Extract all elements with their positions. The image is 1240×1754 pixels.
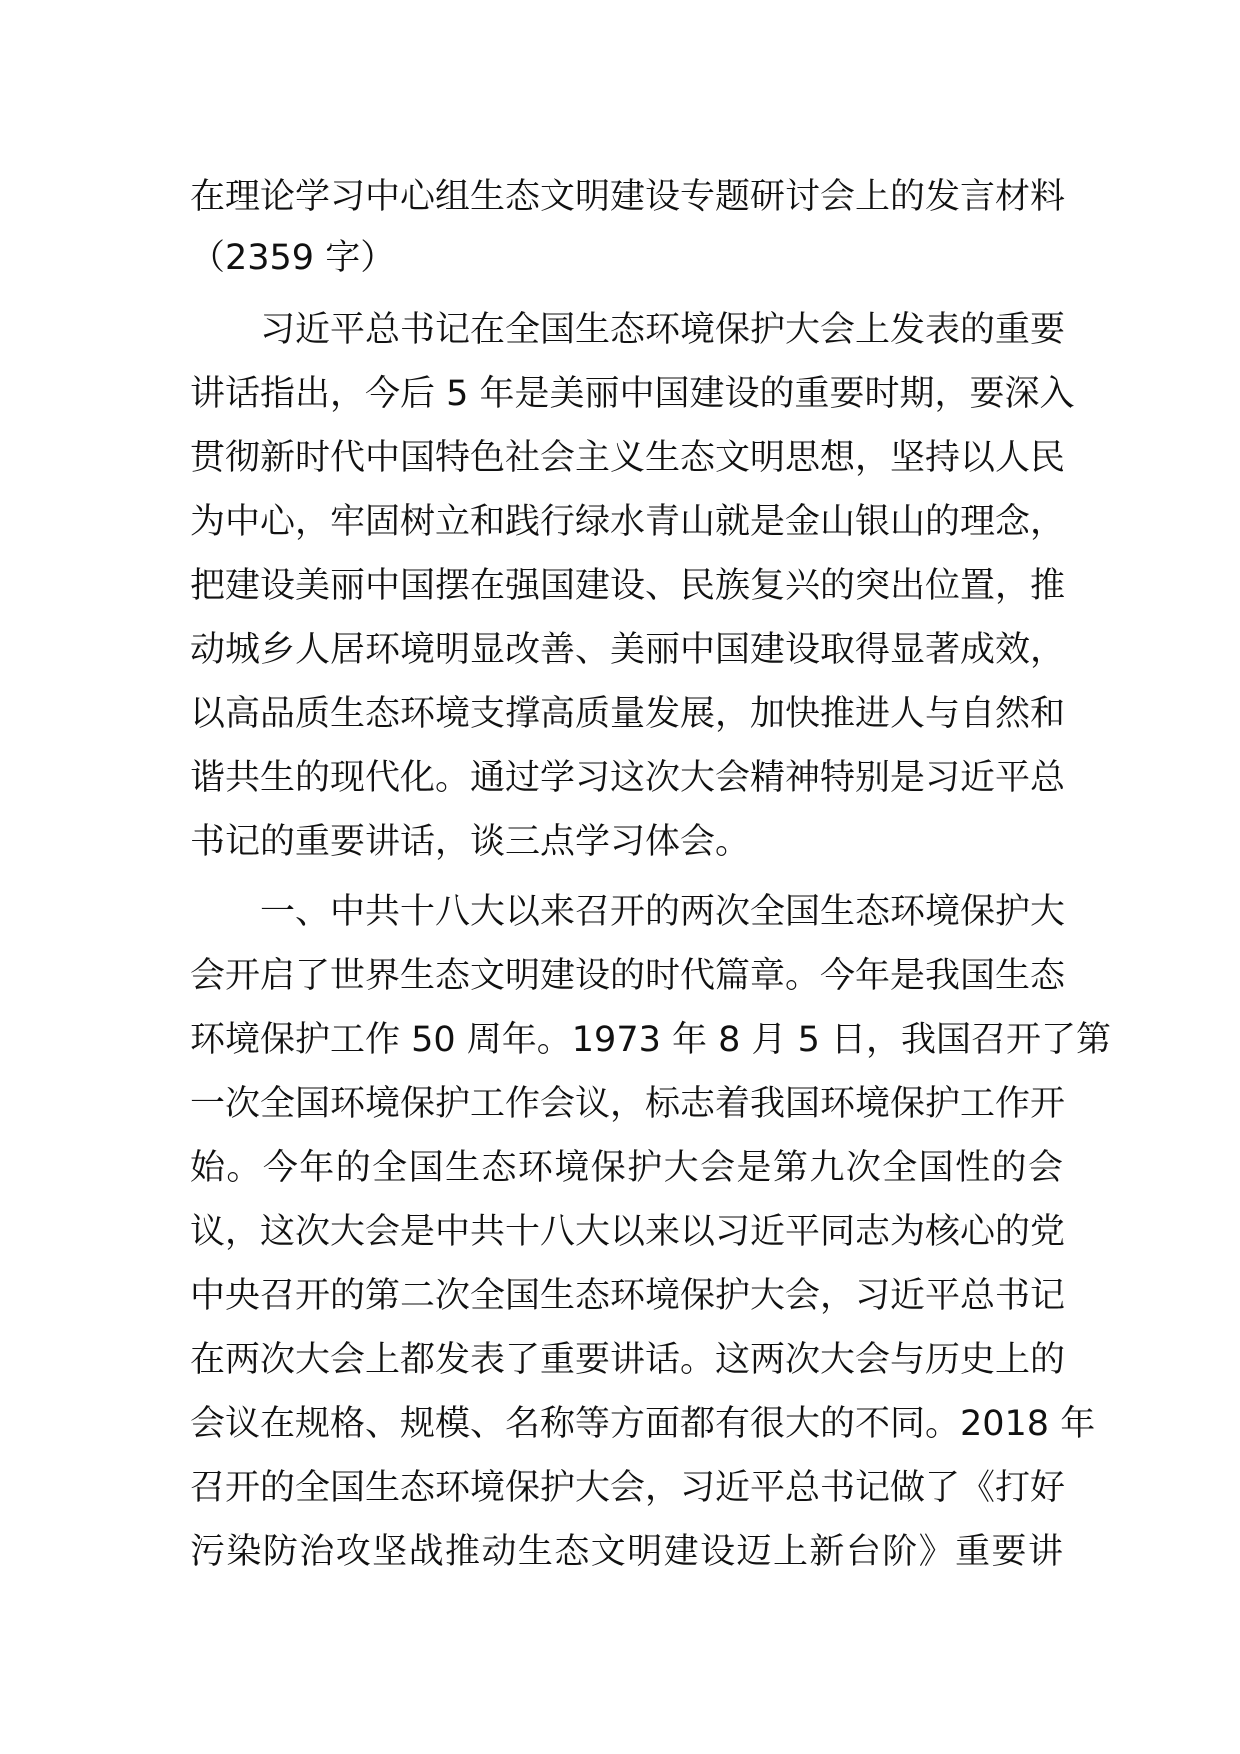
text-line: 书记的重要讲话，谈三点学习体会。	[190, 822, 751, 862]
text-line: 议，这次大会是中共十八大以来以习近平同志为核心的党	[190, 1212, 1066, 1252]
text-line: 动城乡人居环境明显改善、美丽中国建设取得显著成效，	[190, 630, 1066, 670]
text-line: 为中心，牢固树立和践行绿水青山就是金山银山的理念，	[190, 502, 1066, 542]
text-line: 贯彻新时代中国特色社会主义生态文明思想，坚持以人民	[190, 438, 1066, 478]
text-line: 谐共生的现代化。通过学习这次大会精神特别是习近平总	[190, 758, 1066, 798]
text-line: 习近平总书记在全国生态环境保护大会上发表的重要	[260, 310, 1066, 350]
title-word-count: （2359 字）	[190, 238, 396, 278]
text-line: 一、中共十八大以来召开的两次全国生态环境保护大	[260, 892, 1066, 932]
text-line: 污染防治攻坚战推动生态文明建设迈上新台阶》重要讲	[190, 1532, 1063, 1572]
text-line: 以高品质生态环境支撑高质量发展，加快推进人与自然和	[190, 694, 1066, 734]
document-page	[190, 167, 1112, 1590]
text-line: 一次全国环境保护工作会议，标志着我国环境保护工作开	[190, 1084, 1066, 1124]
text-line: 讲话指出，今后 5 年是美丽中国建设的重要时期，要深入	[190, 374, 1075, 414]
text-line: 会议在规格、规模、名称等方面都有很大的不同。2018 年	[190, 1404, 1096, 1444]
title-line: 在理论学习中心组生态文明建设专题研讨会上的发言材料	[190, 177, 1066, 217]
text-line: 环境保护工作 50 周年。1973 年 8 月 5 日，我国召开了第	[190, 1020, 1112, 1060]
text-line: 把建设美丽中国摆在强国建设、民族复兴的突出位置，推	[190, 566, 1066, 606]
text-line: 在两次大会上都发表了重要讲话。这两次大会与历史上的	[190, 1340, 1066, 1380]
text-line: 中央召开的第二次全国生态环境保护大会，习近平总书记	[190, 1276, 1066, 1316]
text-line: 始。今年的全国生态环境保护大会是第九次全国性的会	[190, 1148, 1063, 1188]
paragraph-section-one	[190, 880, 1112, 1584]
text-line: 会开启了世界生态文明建设的时代篇章。今年是我国生态	[190, 956, 1066, 996]
text-line: 召开的全国生态环境保护大会，习近平总书记做了《打好	[190, 1468, 1066, 1508]
paragraph-intro	[190, 298, 1075, 874]
document-title	[190, 167, 1066, 289]
